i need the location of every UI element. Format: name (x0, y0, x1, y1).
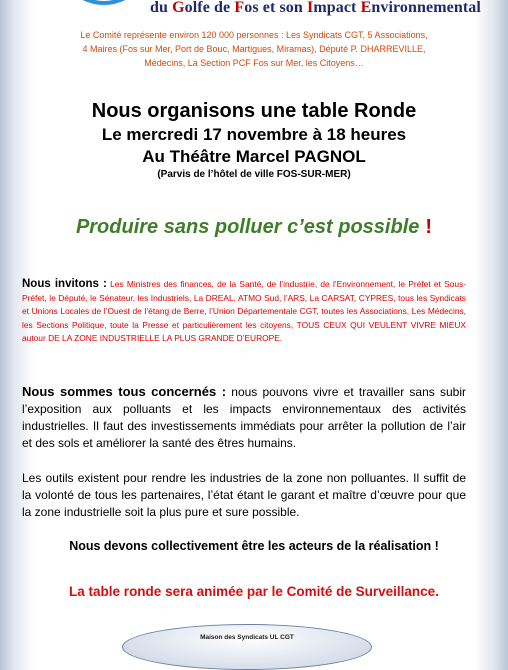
slogan (0, 216, 508, 239)
invitation-paragraph (22, 278, 466, 346)
closing-statement: Nous devons collectivement être les acteurs de la réalisation ! (69, 539, 439, 553)
committee-line: 4 Maires (Fos sur Mer, Port de Bouc, Martigues, Miramas), Député P. DHARREVILLE, (82, 44, 426, 54)
event-date: Le mercredi 17 novembre à 18 heures (101, 125, 407, 144)
header-title-part: os et son (244, 0, 307, 16)
invitation-lead: Nous invitons : (22, 278, 107, 290)
header-title-initial: G (172, 0, 185, 16)
header-title-initial: E (360, 0, 372, 16)
header-title-part: du (150, 0, 173, 16)
concern-lead: Nous sommes tous concernés : (22, 384, 227, 399)
footer-badge (122, 624, 372, 670)
committee-line: Le Comité représente environ 120 000 personnes : Les Syndicats CGT, 5 Associations, (80, 30, 428, 40)
eye-logo-icon (68, 0, 140, 8)
header-title-part: nvironnemental (371, 0, 481, 16)
event-location: (Parvis de l’hôtel de ville FOS-SUR-MER) (157, 169, 351, 180)
header-title-initial: I (307, 0, 314, 16)
committee-line: Médecins, La Section PCF Fos sur Mer, les Citoyens… (144, 58, 364, 68)
header-title-initial: F (234, 0, 245, 16)
slogan-exclamation: ! (425, 216, 433, 238)
event-venue: Au Théâtre Marcel PAGNOL (142, 147, 366, 166)
header-title-part: mpact (313, 0, 361, 16)
slogan-text: Produire sans polluer c’est possible (75, 216, 420, 238)
committee-description (0, 28, 508, 70)
tools-paragraph: Les outils existent pour rendre les industries de la zone non polluantes. Il suffit de la volonté de tous les partenaires, l’état étant le garant et maître d’œuvre pour que la zone industrielle soit la plus pure et sure possible. (22, 471, 466, 519)
invitation-list: Les Ministres des finances, de la Santé, de l’industrie, de l’Environnement, le Préfet et Sous-Préfet, le Député, le Sénateur, les Industriels, La DREAL, ATMO Sud, l’ARS, La CARSAT, CYPRES, tous les Syndicats et Unions Locales de l’Ouest de l’étang de Berre, l’Union Départementale CGT, toutes les Associations, Les Médecins, les Sections Politique, toute la Presse et particulièrement les citoyens, TOUS CEUX QUI VEULENT VIVRE MIEUX autour DE LA ZONE INDUSTRIELLE LA PLUS GRANDE D’EUROPE. (22, 279, 467, 343)
event-heading: Nous organisons une table Ronde (91, 100, 417, 122)
moderation-note: La table ronde sera animée par le Comité de Surveillance. (69, 584, 439, 599)
event-announcement (0, 98, 508, 182)
concern-paragraph (22, 383, 466, 452)
footer-text: Maison des Syndicats UL CGT (200, 634, 294, 641)
header-title-part: olfe de (184, 0, 235, 16)
header-title (150, 0, 490, 17)
concern-body: nous pouvons vivre et travailler sans subir l’exposition aux polluants et les impacts environnementaux des activités industrielles. Il faut des investissements immédiats pour arrêter la pollution de l’air et des sols et améliorer la santé des êtres humains. (22, 385, 467, 450)
